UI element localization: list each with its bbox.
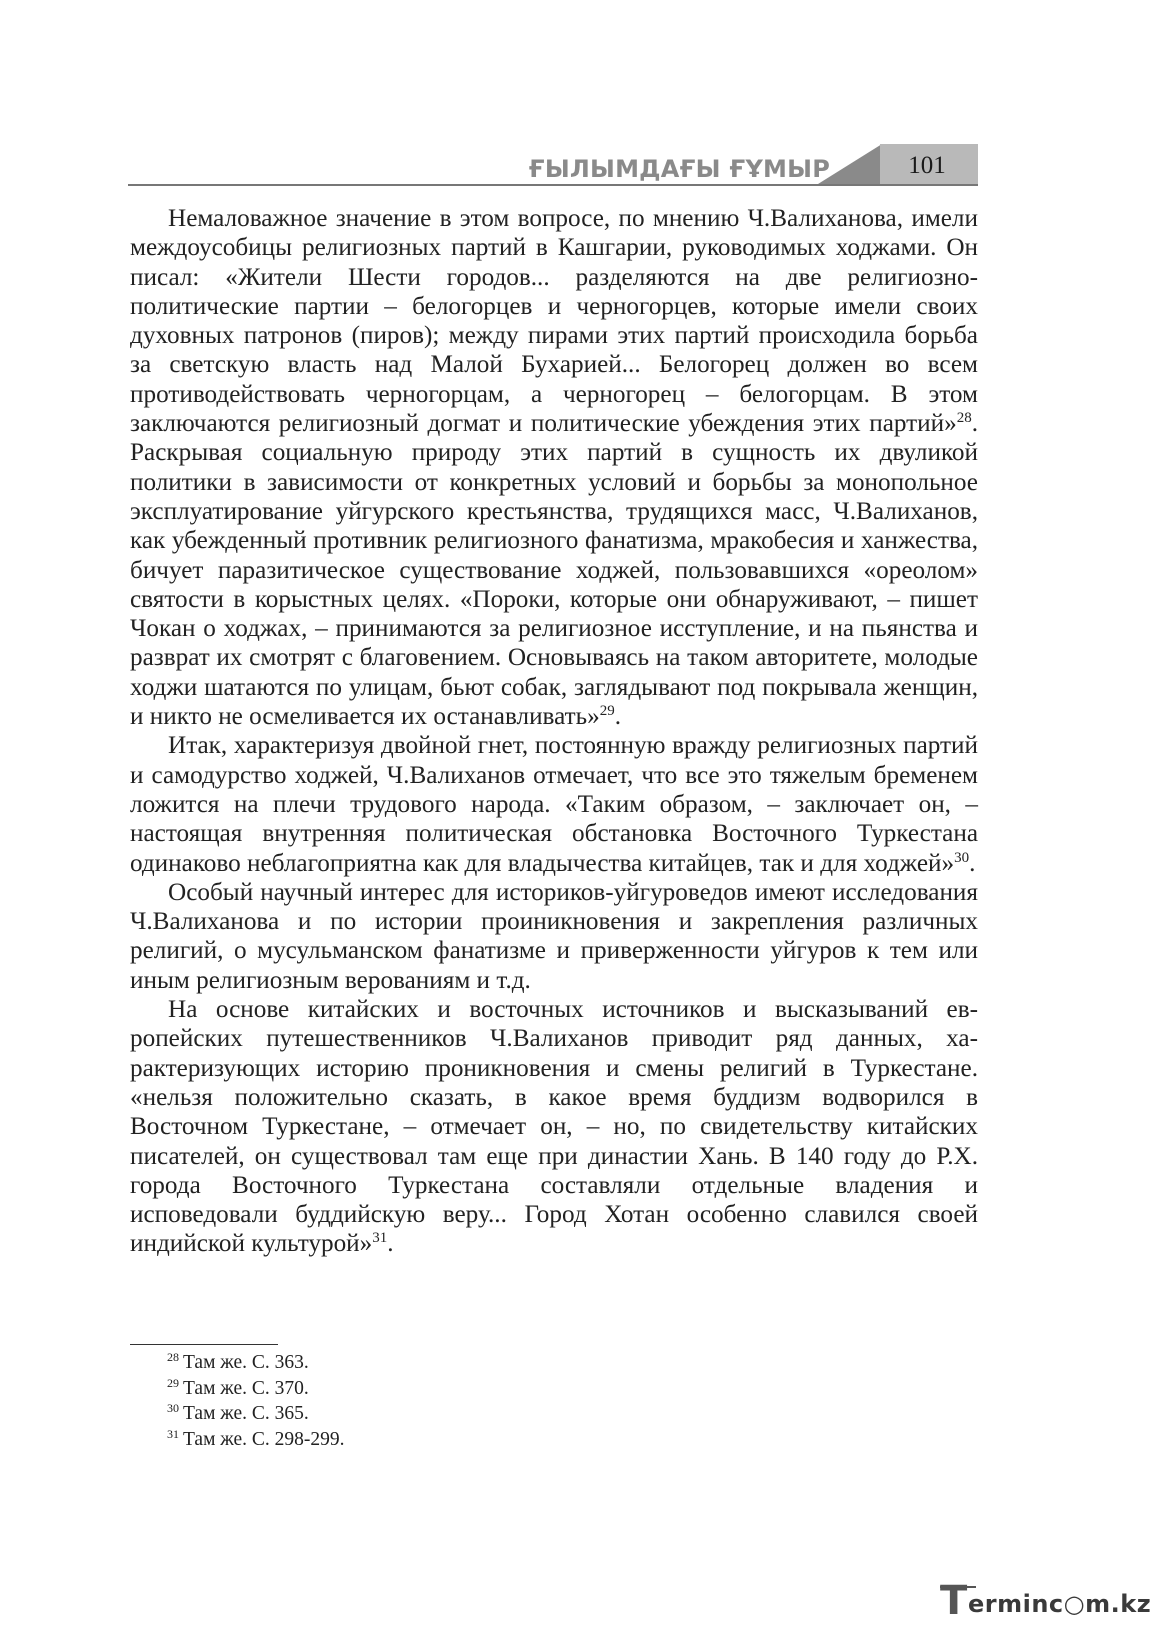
header-title: ҒЫЛЫМДАҒЫ ҒҰМЫР — [528, 155, 830, 183]
footnote-reference[interactable]: 29 — [599, 703, 615, 720]
paragraph-text: . — [969, 849, 976, 877]
running-header — [128, 138, 978, 186]
paragraph — [130, 995, 978, 1259]
watermark-text: erminc○m.kz — [968, 1590, 1152, 1618]
footnotes — [167, 1350, 767, 1452]
footnote-separator — [130, 1344, 278, 1345]
footnote-reference[interactable]: 31 — [372, 1230, 388, 1247]
footnote-reference[interactable]: 28 — [956, 410, 972, 427]
termincom-watermark[interactable] — [940, 1578, 1152, 1626]
footnote-number: 31 — [167, 1426, 179, 1441]
footnote-number: 28 — [167, 1350, 179, 1364]
footnote — [167, 1427, 767, 1453]
footnote — [167, 1376, 767, 1402]
page-number: 101 — [908, 152, 946, 179]
paragraph-text: Немаловажное значение в этом вопросе, по мнению Ч.Валиханова, имели междоусобицы религиозных партий в Кашгарии, руководимых ходжами. Он писал: «Жители Шести городов... разделяются на две религиозно-политические партии – белогорцев и черногорцев, которые имели своих духовных патронов (пиров); между пирами этих партий происходила борьба за светскую власть над Малой Бухарией... Белогорец должен во всем противодействовать черногорцам, а черногорец – белогорцам. В этом заключаются религиозный догмат и политические убеждения этих партий» — [130, 205, 978, 438]
footnote — [167, 1350, 767, 1376]
paragraph — [130, 204, 978, 731]
footnote-reference[interactable]: 30 — [954, 849, 970, 866]
footnote-text: Там же. С. 370. — [183, 1377, 309, 1399]
header-rule — [128, 184, 978, 186]
paragraph — [130, 878, 978, 995]
footnote-number: 30 — [167, 1401, 179, 1415]
paragraph-text: . — [614, 703, 622, 731]
footnote-number: 29 — [167, 1375, 179, 1390]
footnote — [167, 1401, 767, 1427]
paragraph-text: Итак, характеризуя двойной гнет, постоянную вражду религиозных партий и самодурство ходжей, Ч.Валиханов отмечает, что все это тяжелым бременем ложится на плечи трудового народа. «Таким образом, – заключает он, – настоящая внутренняя политическая обстановка Восточного Туркестана одинаково неблагоприятна как для владычества китайцев, так и для ходжей» — [130, 732, 978, 877]
paragraph — [130, 731, 978, 877]
paragraph-text: . Раскрывая социальную природу этих партий в сущность их двуликой политики в зависимости от конкретных условий и борьбы за монопольное эксплуатирование уйгурского крестьянства, трудящихся масс, Ч.Валиханов, как убежденный противник религиозного фанатизма, мракобесия и ханжества, бичует паразитическое существование ходжей, пользовавшихся «ореолом» святости в корыстных целях. «Пороки, которые они обнаруживают, – пишет Чокан о ходжах, – принимаются за религиозное исступление, и на пьянства и разврат их смотрят с благовением. Основываясь на таком авторитете, молодые ходжи шатаются по улицам, бьют собак, заглядывают под покрывала женщин, и никто не осмеливается их останавливать» — [130, 410, 978, 731]
footnote-text: Там же. С. 363. — [183, 1352, 309, 1373]
paragraph-text: Особый научный интерес для историков-уйгуроведов имеют исследования Ч.Валиханова и по истории проиникновения и закрепления различных религий, о мусульманском фанатизме и приверженности уйгуров к тем или иным религиозным верованиям и т.д. — [130, 878, 978, 994]
header-triangle-decoration — [818, 144, 882, 184]
watermark-initial: T — [940, 1578, 968, 1624]
footnote-text: Там же. С. 298-299. — [183, 1428, 345, 1450]
main-text — [130, 204, 978, 1259]
paragraph-text: На основе китайских и восточных источников и высказываний европейских путешественников Ч.Валиханов приводит ряд данных, характеризующих историю проникновения и смены религий в Туркестане. «нельзя положительно сказать, в какое время буддизм водворился в Восточном Туркестане, – отмечает он, – но, по свидетельству китайских писателей, он существовал там еще при династии Хань. В 140 году до Р.Х. города Восточного Туркестана составляли отдельные владения и исповедовали буддийскую веру... Город Хотан особенно славился своей индийской культурой» — [130, 996, 978, 1258]
footnote-text: Там же. С. 365. — [183, 1403, 309, 1424]
paragraph-text: . — [387, 1230, 394, 1258]
